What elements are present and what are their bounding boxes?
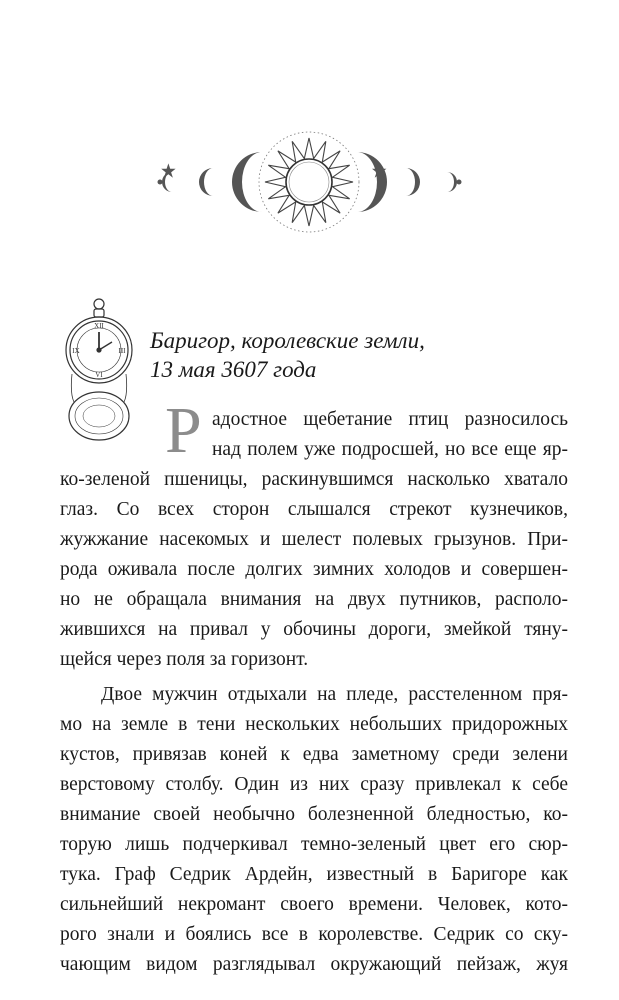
paragraph-line: торую лишь подчеркивал темно-зеленый цвет его сюр- bbox=[60, 834, 568, 855]
paragraph-line: жившихся на привал у обочины дороги, змейкой тяну- bbox=[60, 619, 568, 640]
paragraph-line: щейся через поля за горизонт. bbox=[60, 649, 309, 670]
paragraph-line: адостное щебетание птиц разносилось bbox=[212, 409, 568, 430]
paragraph-line: сильнейший некромант своего времени. Человек, кото- bbox=[60, 894, 568, 915]
paragraph-line: кустов, привязав коней к едва заметному среди зелени bbox=[60, 744, 568, 765]
paragraph-line: внимание своей необычно болезненной бледностью, ко- bbox=[60, 804, 568, 825]
pocket-watch-icon bbox=[60, 298, 138, 448]
paragraph-line: но не обращала внимания на двух путников, располо- bbox=[60, 589, 568, 610]
paragraph-line: над полем уже подросшей, но все еще яр- bbox=[212, 439, 568, 460]
paragraph-line: Двое мужчин отдыхали на пледе, расстеленном пря- bbox=[101, 684, 568, 705]
paragraph-line: жужжание насекомых и шелест полевых грызунов. При- bbox=[60, 529, 568, 550]
paragraph-line: глаз. Со всех сторон слышался стрекот кузнечиков, bbox=[60, 499, 568, 520]
heading-place: Баригор, королевские земли, bbox=[150, 328, 425, 353]
svg-text:III: III bbox=[118, 347, 126, 355]
paragraph-line: мо на земле в тени нескольких небольших придорожных bbox=[60, 714, 568, 735]
sun-and-moons-ornament-icon bbox=[0, 100, 619, 260]
svg-text:XII: XII bbox=[94, 322, 104, 330]
svg-text:VI: VI bbox=[95, 371, 103, 379]
drop-cap: Р bbox=[165, 394, 202, 467]
svg-text:IX: IX bbox=[72, 347, 80, 355]
paragraph-line: рода оживала после долгих зимних холодов и совершен- bbox=[60, 559, 568, 580]
heading-date: 13 мая 3607 года bbox=[150, 357, 317, 382]
paragraph-line: тука. Граф Седрик Ардейн, известный в Баригоре как bbox=[60, 864, 568, 885]
paragraph-line: рого знали и боялись все в королевстве. Седрик со ску- bbox=[60, 924, 568, 945]
paragraph-line: ко-зеленой пшеницы, раскинувшимся насколько хватало bbox=[60, 469, 568, 490]
paragraph-line: чающим видом разглядывал окружающий пейзаж, жуя bbox=[60, 954, 568, 975]
paragraph-line: верстовому столбу. Один из них сразу привлекал к себе bbox=[60, 774, 568, 795]
chapter-heading bbox=[150, 326, 570, 384]
